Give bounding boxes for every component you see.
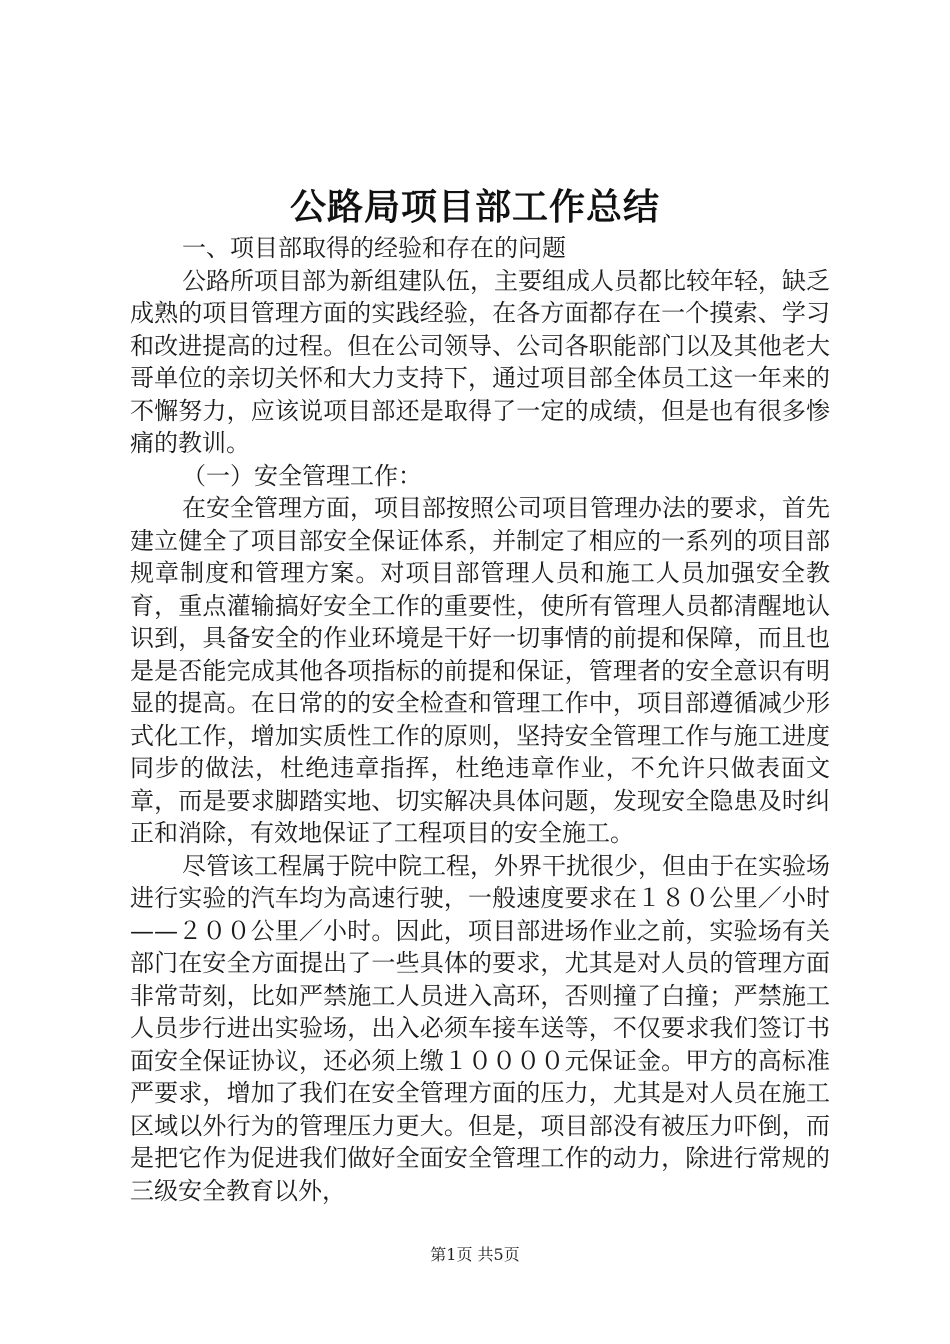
- document-title: 公路局项目部工作总结: [289, 187, 660, 228]
- body-paragraph: 公路所项目部为新组建队伍，主要组成人员都比较年轻，缺乏成熟的项目管理方面的实践经验，在各方面都存在一个摸索、学习和改进提高的过程。但在公司领导、公司各职能部门以及其他老大哥单位的亲切关怀和大力支持下，通过项目部全体员工这一年来的不懈努力，应该说项目部还是取得了一定的成绩，但是也有很多惨痛的教训。: [130, 266, 830, 457]
- body-paragraph: 在安全管理方面，项目部按照公司项目管理办法的要求，首先建立健全了项目部安全保证体系，并制定了相应的一系列的项目部规章制度和管理方案。对项目部管理人员和施工人员加强安全教育，重点灌输搞好安全工作的重要性，使所有管理人员都清醒地认识到，具备安全的作业环境是干好一切事情的前提和保障，而且也是是否能完成其他各项指标的前提和保证，管理者的安全意识有明显的提高。在日常的的安全检查和管理工作中，项目部遵循减少形式化工作，增加实质性工作的原则，坚持安全管理工作与施工进度同步的做法，杜绝违章指挥，杜绝违章作业，不允许只做表面文章，而是要求脚踏实地、切实解决具体问题，发现安全隐患及时纠正和消除，有效地保证了工程项目的安全施工。: [130, 494, 830, 847]
- page-footer: 第1页 共5页: [430, 1245, 520, 1264]
- section-heading: 一、项目部取得的经验和存在的问题: [182, 234, 566, 262]
- body-paragraph: 尽管该工程属于院中院工程，外界干扰很少，但由于在实验场进行实验的汽车均为高速行驶，一般速度要求在１８０公里／小时——２００公里／小时。因此，项目部进场作业之前，实验场有关部门在安全方面提出了一些具体的要求，尤其是对人员的管理方面非常苛刻，比如严禁施工人员进入高环，否则撞了白撞；严禁施工人员步行进出实验场，出入必须车接车送等，不仅要求我们签订书面安全保证协议，还必须上缴１００００元保证金。甲方的高标准严要求，增加了我们在安全管理方面的压力，尤其是对人员在施工区域以外行为的管理压力更大。但是，项目部没有被压力吓倒，而是把它作为促进我们做好全面安全管理工作的动力，除进行常规的三级安全教育以外，: [130, 851, 830, 1205]
- document-body: [130, 232, 830, 1207]
- subsection-heading: （一）安全管理工作：: [182, 461, 422, 490]
